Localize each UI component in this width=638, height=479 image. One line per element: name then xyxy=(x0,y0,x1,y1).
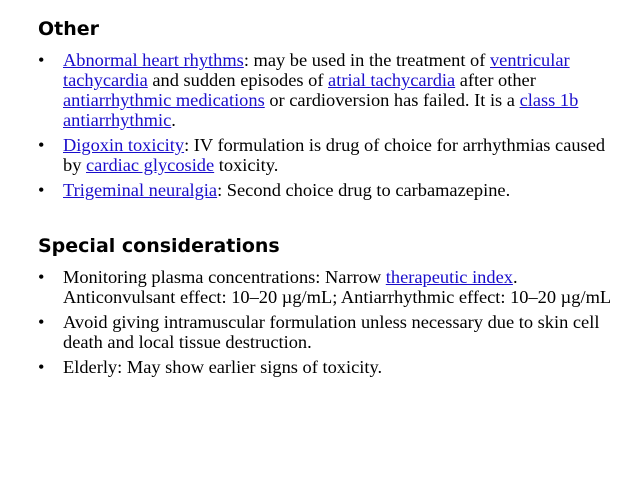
bullet-text: . Anticonvulsant effect: 10–20 µg/mL; Antiarrhythmic effect: 10–20 µg/mL xyxy=(63,267,612,307)
bullet-item xyxy=(38,180,618,200)
bullet-text: or cardioversion has failed. It is a xyxy=(264,90,520,110)
bullet-item xyxy=(38,357,618,377)
section-heading-other: Other xyxy=(38,18,100,40)
section-list-other xyxy=(38,50,618,205)
bullet-icon: • xyxy=(38,50,45,70)
section-list-special-considerations xyxy=(38,267,618,382)
bullet-text: : IV formulation is drug of choice for arrhythmias caused by xyxy=(63,135,606,175)
bullet-item xyxy=(38,135,618,175)
wiki-link[interactable]: Trigeminal neuralgia xyxy=(63,180,218,200)
bullet-icon: • xyxy=(38,357,45,377)
wiki-link[interactable]: Digoxin toxicity xyxy=(63,135,185,155)
bullet-item xyxy=(38,50,618,130)
wiki-link[interactable]: class 1b antiarrhythmic xyxy=(63,90,579,130)
bullet-icon: • xyxy=(38,180,45,200)
bullet-text: . xyxy=(171,110,176,130)
bullet-text: after other xyxy=(455,70,536,90)
bullet-text: : may be used in the treatment of xyxy=(243,50,490,70)
wiki-link[interactable]: cardiac glycoside xyxy=(86,155,215,175)
bullet-text: toxicity. xyxy=(214,155,279,175)
bullet-text: : Second choice drug to carbamazepine. xyxy=(217,180,511,200)
bullet-item xyxy=(38,312,618,352)
bullet-icon: • xyxy=(38,267,45,287)
section-heading-special-considerations: Special considerations xyxy=(38,235,280,257)
wiki-link[interactable]: antiarrhythmic medications xyxy=(63,90,265,110)
wiki-link[interactable]: atrial tachycardia xyxy=(328,70,456,90)
bullet-item xyxy=(38,267,618,307)
bullet-text: Monitoring plasma concentrations: Narrow xyxy=(63,267,386,287)
wiki-link[interactable]: Abnormal heart rhythms xyxy=(63,50,244,70)
bullet-text: and sudden episodes of xyxy=(147,70,329,90)
bullet-text: Avoid giving intramuscular formulation unless necessary due to skin cell death and local tissue destruction. xyxy=(63,312,600,352)
bullet-icon: • xyxy=(38,135,45,155)
wiki-link[interactable]: ventricular tachycardia xyxy=(63,50,570,90)
wiki-link[interactable]: therapeutic index xyxy=(385,267,513,287)
bullet-text: Elderly: May show earlier signs of toxicity. xyxy=(63,357,383,377)
bullet-icon: • xyxy=(38,312,45,332)
